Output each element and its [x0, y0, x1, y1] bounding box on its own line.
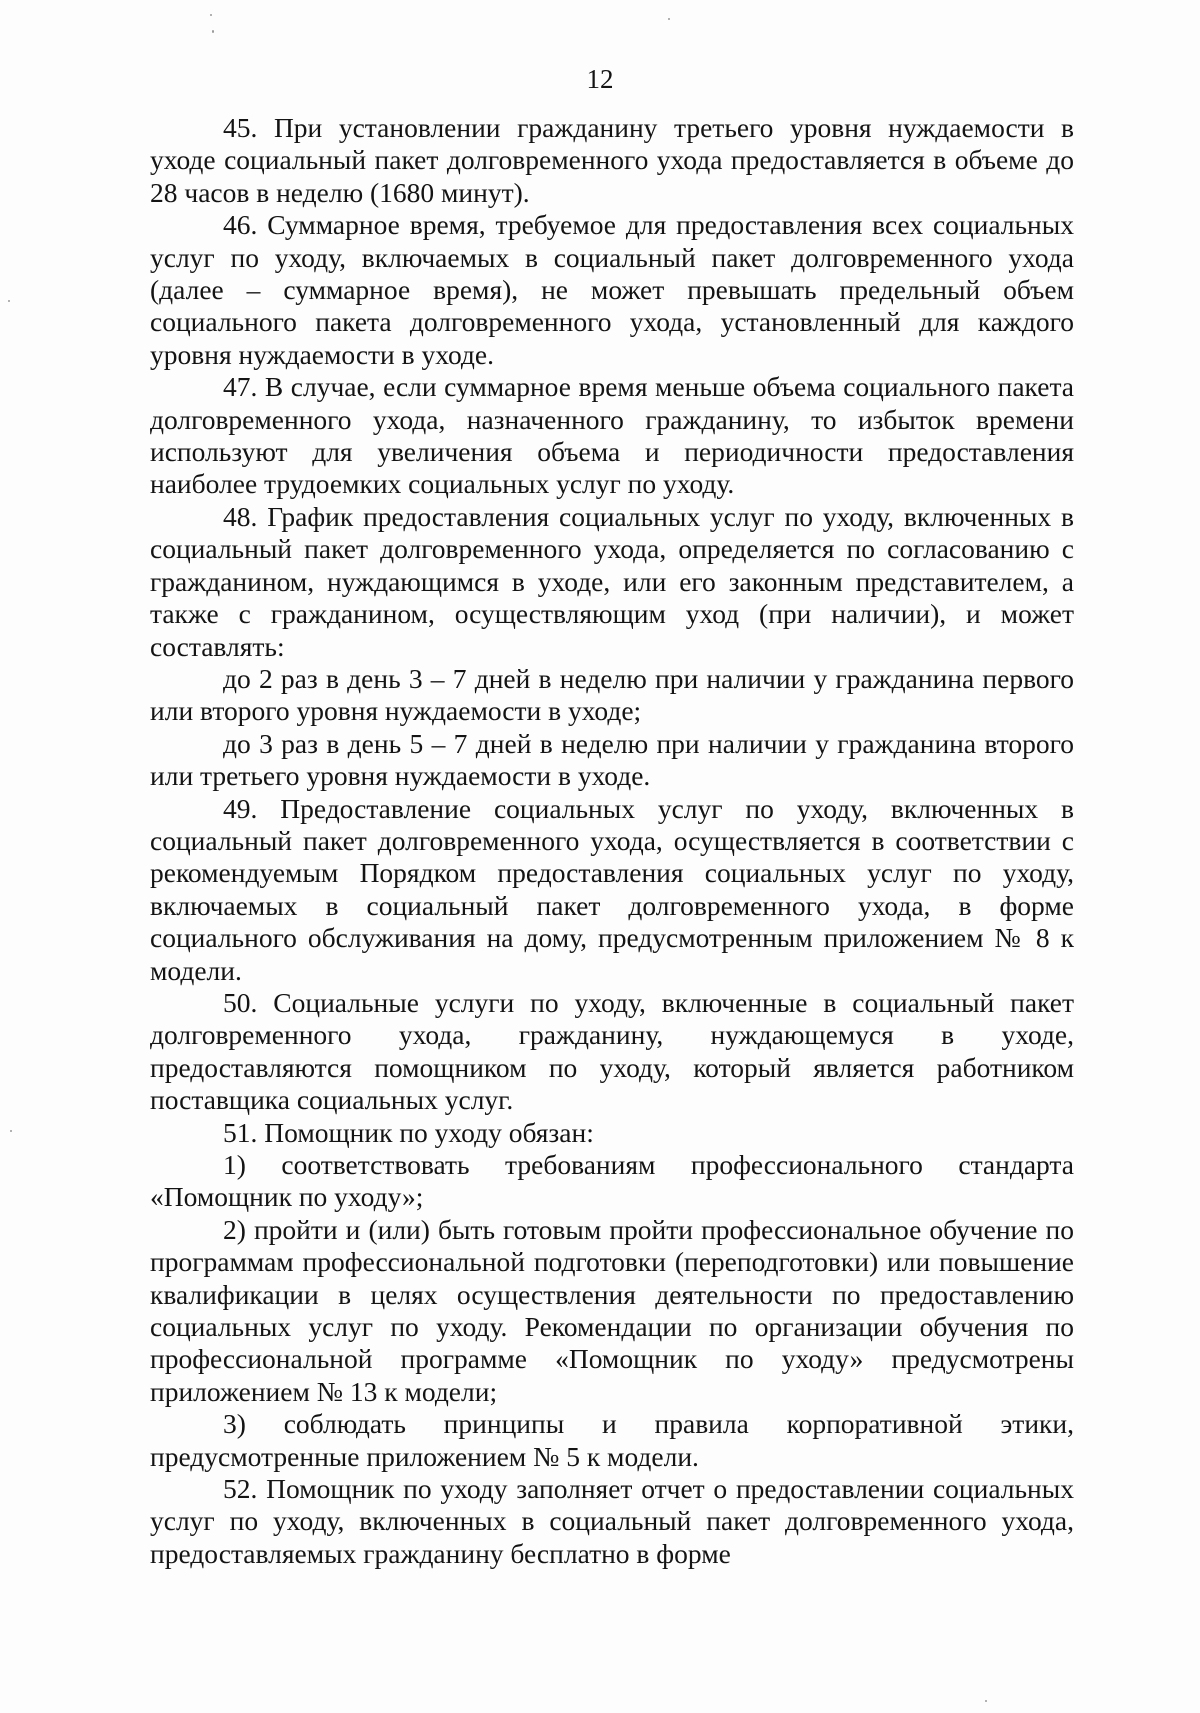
paragraph-51-item-1: 1) соответствовать требованиям профессионального стандарта «Помощник по уходу»; — [150, 1149, 1074, 1213]
paragraph-48-item-1: до 2 раз в день 3 – 7 дней в неделю при наличии у гражданина первого или второго уровня нуждаемости в уходе; — [150, 662, 1074, 727]
document-body — [150, 112, 1074, 1570]
paragraph-48-item-2: до 3 раз в день 5 – 7 дней в неделю при наличии у гражданина второго или третьего уровня нуждаемости в уходе. — [150, 727, 1074, 792]
paragraph-49: 49. Предоставление социальных услуг по уходу, включенных в социальный пакет долговременного ухода, осуществляется в соответствии с рекомендуемым Порядком предоставления социальных услуг по уходу, включаемых в социальный пакет долговременного ухода, в форме социального обслуживания на дому, предусмотренным приложением № 8 к модели. — [150, 792, 1074, 986]
paragraph-51-item-3: 3) соблюдать принципы и правила корпоративной этики, предусмотренные приложением № 5 к модели. — [150, 1408, 1074, 1472]
paragraph-48: 48. График предоставления социальных услуг по уходу, включенных в социальный пакет долговременного ухода, определяется по согласованию с гражданином, нуждающимся в уходе, или его законным представителем, а также с гражданином, осуществляющим уход (при наличии), и может составлять: — [150, 500, 1074, 662]
paragraph-51-item-2: 2) пройти и (или) быть готовым пройти профессиональное обучение по программам профессиональной подготовки (переподготовки) или повышение квалификации в целях осуществления деятельности по предоставлению социальных услуг по уходу. Рекомендации по организации обучения по профессиональной программе «Помощник по уходу» предусмотрены приложением № 13 к модели; — [150, 1213, 1074, 1407]
paragraph-50: 50. Социальные услуги по уходу, включенные в социальный пакет долговременного ухода, гражданину, нуждающемуся в уходе, предоставляются помощником по уходу, который является работником поставщика социальных услуг. — [150, 986, 1074, 1116]
paragraph-46: 46. Суммарное время, требуемое для предоставления всех социальных услуг по уходу, включаемых в социальный пакет долговременного ухода (далее – суммарное время), не может превышать предельный объем социального пакета долговременного ухода, установленный для каждого уровня нуждаемости в уходе. — [150, 209, 1074, 370]
paragraph-52: 52. Помощник по уходу заполняет отчет о предоставлении социальных услуг по уходу, включенных в социальный пакет долговременного ухода, предоставляемых гражданину бесплатно в форме — [150, 1473, 1074, 1569]
paragraph-51: 51. Помощник по уходу обязан: — [223, 1116, 594, 1148]
paragraph-47: 47. В случае, если суммарное время меньше объема социального пакета долговременного ухода, назначенного гражданину, то избыток времени используют для увеличения объема и периодичности предоставления наиболее трудоемких социальных услуг по уходу. — [150, 371, 1074, 500]
page-number: 12 — [586, 64, 614, 94]
paragraph-45: 45. При установлении гражданину третьего уровня нуждаемости в уходе социальный пакет долговременного ухода предоставляется в объеме до 28 часов в неделю (1680 минут). — [150, 112, 1074, 208]
